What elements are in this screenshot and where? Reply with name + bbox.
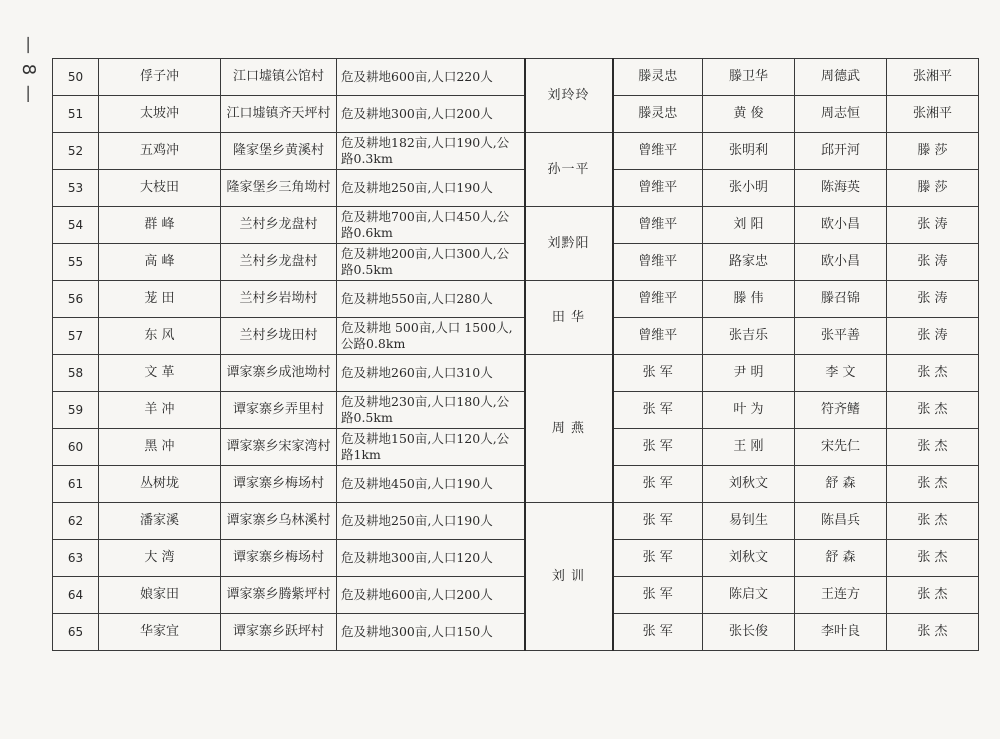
person-3: 滕召锦 (795, 281, 887, 318)
village-name: 谭家寨乡乌林溪村 (221, 503, 337, 540)
impact-description: 危及耕地250亩,人口190人 (337, 170, 525, 207)
impact-description: 危及耕地250亩,人口190人 (337, 503, 525, 540)
row-number: 58 (53, 355, 99, 392)
person-2: 易钊生 (703, 503, 795, 540)
person-2: 陈启文 (703, 577, 795, 614)
impact-description: 危及耕地300亩,人口120人 (337, 540, 525, 577)
site-name: 东 风 (99, 318, 221, 355)
person-2: 张吉乐 (703, 318, 795, 355)
impact-description: 危及耕地230亩,人口180人,公路0.5km (337, 392, 525, 429)
site-name: 五鸡冲 (99, 133, 221, 170)
row-number: 52 (53, 133, 99, 170)
impact-description: 危及耕地300亩,人口200人 (337, 96, 525, 133)
impact-description: 危及耕地450亩,人口190人 (337, 466, 525, 503)
person-4: 张 涛 (887, 281, 979, 318)
table-row (53, 614, 979, 651)
person-4: 张 杰 (887, 466, 979, 503)
person-4: 张湘平 (887, 59, 979, 96)
site-name: 羊 冲 (99, 392, 221, 429)
table-row (53, 466, 979, 503)
person-1: 曾维平 (613, 318, 703, 355)
person-4: 张 杰 (887, 503, 979, 540)
person-2: 王 刚 (703, 429, 795, 466)
village-name: 谭家寨乡弄里村 (221, 392, 337, 429)
row-number: 57 (53, 318, 99, 355)
leader-name: 刘 训 (525, 503, 613, 651)
row-number: 50 (53, 59, 99, 96)
person-2: 尹 明 (703, 355, 795, 392)
impact-description: 危及耕地150亩,人口120人,公路1km (337, 429, 525, 466)
page-number: — 8 — (18, 36, 39, 105)
impact-description: 危及耕地 500亩,人口 1500人,公路0.8km (337, 318, 525, 355)
person-3: 李 文 (795, 355, 887, 392)
village-name: 兰村乡岩坳村 (221, 281, 337, 318)
person-3: 欧小昌 (795, 244, 887, 281)
table-row (53, 392, 979, 429)
person-1: 张 军 (613, 466, 703, 503)
person-3: 舒 森 (795, 466, 887, 503)
person-2: 黄 俊 (703, 96, 795, 133)
table-row (53, 577, 979, 614)
person-3: 舒 森 (795, 540, 887, 577)
site-name: 高 峰 (99, 244, 221, 281)
row-number: 65 (53, 614, 99, 651)
row-number: 55 (53, 244, 99, 281)
person-4: 张湘平 (887, 96, 979, 133)
table-row (53, 244, 979, 281)
table-row (53, 59, 979, 96)
person-4: 张 涛 (887, 207, 979, 244)
row-number: 51 (53, 96, 99, 133)
site-name: 娘家田 (99, 577, 221, 614)
person-4: 张 杰 (887, 540, 979, 577)
impact-description: 危及耕地200亩,人口300人,公路0.5km (337, 244, 525, 281)
person-1: 张 军 (613, 392, 703, 429)
impact-description: 危及耕地700亩,人口450人,公路0.6km (337, 207, 525, 244)
person-3: 陈海英 (795, 170, 887, 207)
person-2: 张小明 (703, 170, 795, 207)
site-name: 潘家溪 (99, 503, 221, 540)
person-2: 滕卫华 (703, 59, 795, 96)
person-2: 叶 为 (703, 392, 795, 429)
leader-name: 孙一平 (525, 133, 613, 207)
table-row (53, 540, 979, 577)
row-number: 62 (53, 503, 99, 540)
village-name: 谭家寨乡梅场村 (221, 540, 337, 577)
village-name: 江口墟镇齐天坪村 (221, 96, 337, 133)
person-1: 张 军 (613, 503, 703, 540)
leader-name: 刘玲玲 (525, 59, 613, 133)
village-name: 江口墟镇公馆村 (221, 59, 337, 96)
person-3: 邱开河 (795, 133, 887, 170)
leader-name: 刘黔阳 (525, 207, 613, 281)
table-row (53, 133, 979, 170)
person-1: 曾维平 (613, 133, 703, 170)
village-name: 谭家寨乡跃坪村 (221, 614, 337, 651)
village-name: 谭家寨乡腾紫坪村 (221, 577, 337, 614)
person-3: 周德武 (795, 59, 887, 96)
site-name: 太坡冲 (99, 96, 221, 133)
table-row (53, 207, 979, 244)
village-name: 隆家堡乡三角坳村 (221, 170, 337, 207)
person-1: 滕灵忠 (613, 96, 703, 133)
person-4: 张 涛 (887, 244, 979, 281)
impact-description: 危及耕地260亩,人口310人 (337, 355, 525, 392)
table-row (53, 318, 979, 355)
person-4: 张 杰 (887, 392, 979, 429)
site-name: 群 峰 (99, 207, 221, 244)
leader-name: 周 燕 (525, 355, 613, 503)
person-2: 张明利 (703, 133, 795, 170)
responsibility-table (52, 58, 979, 651)
person-4: 滕 莎 (887, 133, 979, 170)
row-number: 54 (53, 207, 99, 244)
table-row (53, 503, 979, 540)
row-number: 60 (53, 429, 99, 466)
person-2: 刘秋文 (703, 466, 795, 503)
site-name: 华家宜 (99, 614, 221, 651)
person-2: 刘 阳 (703, 207, 795, 244)
site-name: 黑 冲 (99, 429, 221, 466)
person-3: 符齐鳍 (795, 392, 887, 429)
person-2: 路家忠 (703, 244, 795, 281)
person-4: 张 杰 (887, 614, 979, 651)
person-1: 曾维平 (613, 281, 703, 318)
person-1: 曾维平 (613, 244, 703, 281)
person-3: 周志恒 (795, 96, 887, 133)
site-name: 大枝田 (99, 170, 221, 207)
person-2: 张长俊 (703, 614, 795, 651)
row-number: 59 (53, 392, 99, 429)
person-1: 张 军 (613, 540, 703, 577)
village-name: 谭家寨乡宋家湾村 (221, 429, 337, 466)
site-name: 丛树垅 (99, 466, 221, 503)
person-4: 张 杰 (887, 355, 979, 392)
person-1: 张 军 (613, 429, 703, 466)
row-number: 61 (53, 466, 99, 503)
table-row (53, 170, 979, 207)
village-name: 兰村乡龙盘村 (221, 207, 337, 244)
site-name: 大 湾 (99, 540, 221, 577)
person-1: 张 军 (613, 355, 703, 392)
village-name: 兰村乡龙盘村 (221, 244, 337, 281)
person-1: 张 军 (613, 577, 703, 614)
person-1: 张 军 (613, 614, 703, 651)
person-4: 张 杰 (887, 429, 979, 466)
person-3: 张平善 (795, 318, 887, 355)
person-1: 滕灵忠 (613, 59, 703, 96)
person-1: 曾维平 (613, 207, 703, 244)
site-name: 茏 田 (99, 281, 221, 318)
table-row (53, 429, 979, 466)
village-name: 兰村乡垅田村 (221, 318, 337, 355)
person-4: 张 涛 (887, 318, 979, 355)
row-number: 53 (53, 170, 99, 207)
row-number: 56 (53, 281, 99, 318)
leader-name: 田 华 (525, 281, 613, 355)
village-name: 谭家寨乡梅场村 (221, 466, 337, 503)
person-3: 李叶良 (795, 614, 887, 651)
table-row (53, 281, 979, 318)
person-3: 陈昌兵 (795, 503, 887, 540)
row-number: 64 (53, 577, 99, 614)
person-3: 王连方 (795, 577, 887, 614)
person-2: 滕 伟 (703, 281, 795, 318)
table-row (53, 355, 979, 392)
person-3: 欧小昌 (795, 207, 887, 244)
site-name: 俘子冲 (99, 59, 221, 96)
impact-description: 危及耕地600亩,人口200人 (337, 577, 525, 614)
impact-description: 危及耕地182亩,人口190人,公路0.3km (337, 133, 525, 170)
person-4: 滕 莎 (887, 170, 979, 207)
impact-description: 危及耕地300亩,人口150人 (337, 614, 525, 651)
impact-description: 危及耕地550亩,人口280人 (337, 281, 525, 318)
person-3: 宋先仁 (795, 429, 887, 466)
row-number: 63 (53, 540, 99, 577)
person-1: 曾维平 (613, 170, 703, 207)
impact-description: 危及耕地600亩,人口220人 (337, 59, 525, 96)
village-name: 隆家堡乡黄溪村 (221, 133, 337, 170)
person-2: 刘秋文 (703, 540, 795, 577)
site-name: 文 革 (99, 355, 221, 392)
person-4: 张 杰 (887, 577, 979, 614)
village-name: 谭家寨乡成池坳村 (221, 355, 337, 392)
table-row (53, 96, 979, 133)
